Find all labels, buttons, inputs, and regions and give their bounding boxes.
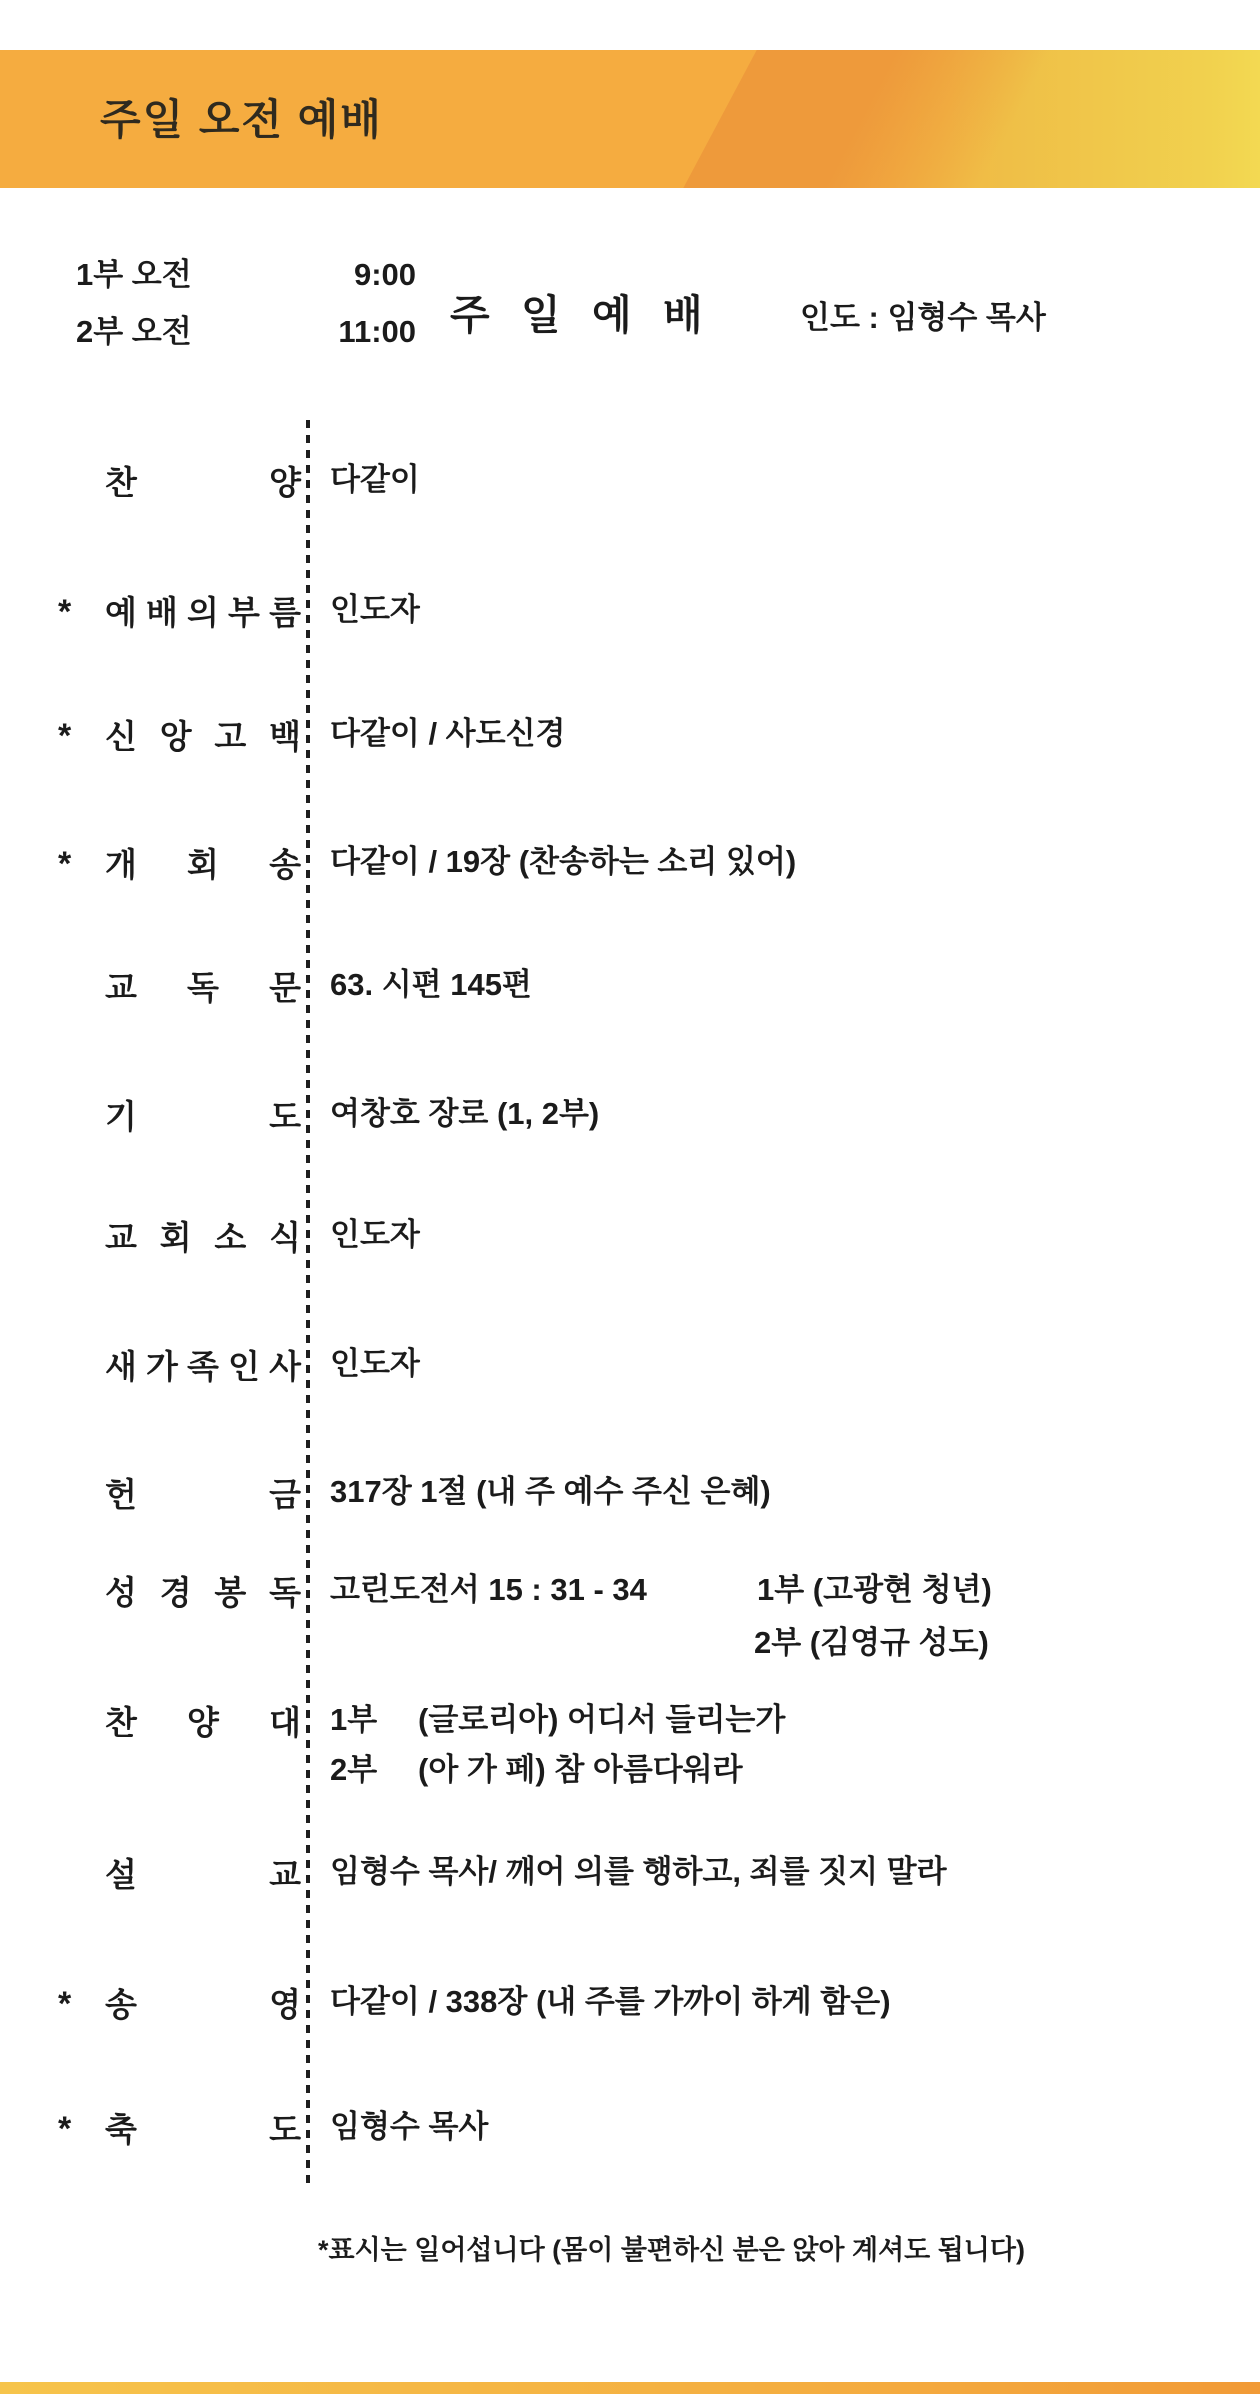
order-content-text: 임형수 목사/ [330,1854,506,1889]
order-label-char: 기 [105,1097,137,1135]
order-label-char: 의 [187,593,219,631]
order-label-char: 새 [105,1347,137,1385]
order-label [105,1698,301,1742]
order-content-text: 인도자 [330,1346,420,1381]
page-title: 주일 오전 예배 [100,96,383,143]
order-content-line [330,712,1260,756]
order-label-char: 영 [269,1985,301,2023]
order-content-text: 317장 1절 (내 주 예수 주신 은혜) [330,1474,771,1509]
order-content-line [330,1568,1260,1612]
order-divider-dotted-line [306,420,310,2185]
service-time-row-1 [76,255,416,312]
banner-diagonal-accent [677,50,1073,188]
order-label [105,1568,301,1612]
order-row [0,1568,1260,1660]
order-label-char: 개 [105,845,137,883]
order-content-text: 인도자 [330,592,420,627]
worship-leader: 인도 : 임형수 목사 [800,300,1046,335]
order-label [105,840,301,884]
order-label [105,458,301,502]
order-row [0,1342,1260,1386]
order-row [0,712,1260,756]
order-label-char: 송 [269,845,301,883]
order-label-char: 식 [269,1218,301,1256]
order-content-text: 여창호 장로 (1, 2부) [330,1096,600,1131]
standing-asterisk: * [58,717,72,755]
order-content-line [330,963,1260,1007]
order-label-char: 예 [105,593,137,631]
order-content-line [330,2105,1260,2149]
order-label [105,588,301,632]
service-time-label: 2부 오전 [76,314,192,349]
order-label-char: 도 [269,2110,301,2148]
order-content-text: 임형수 목사 [330,2109,489,2144]
order-label-char: 헌 [105,1475,137,1513]
order-label-char: 신 [105,717,137,755]
order-content-text: 63. 시편 145편 [330,967,532,1002]
standing-asterisk: * [58,2110,72,2148]
order-content-text: 고린도전서 15 : 31 - 34 [330,1572,647,1607]
order-content-text: 깨어 의를 행하고, 죄를 짓지 말라 [505,1854,947,1889]
order-label-char: 송 [105,1985,137,2023]
order-content-text: 1부 [330,1702,378,1737]
order-label-char: 름 [269,593,301,631]
order-content-line [330,1621,1260,1665]
order-label [105,1850,301,1894]
order-row [0,1470,1260,1514]
order-label-char: 양 [187,1703,219,1741]
order-row [0,1698,1260,1787]
order-label-char: 성 [105,1573,137,1611]
order-row [0,1850,1260,1894]
order-label-char: 찬 [105,463,137,501]
order-row [0,458,1260,502]
order-content-line [330,1980,1260,2024]
order-content-text: 인도자 [330,1217,420,1252]
order-label [105,1980,301,2024]
order-content-line [330,1092,1260,1136]
order-content-line [330,458,1260,502]
order-content-line [330,1470,1260,1514]
order-label-char: 회 [159,1218,192,1256]
order-label-char: 독 [269,1573,301,1611]
order-label-char: 독 [187,968,219,1006]
order-content-text: 다같이 [330,462,420,497]
order-content-line [330,840,1260,884]
order-content-line [330,588,1260,632]
order-row [0,840,1260,884]
order-label-char: 축 [105,2110,137,2148]
order-label-char: 배 [146,593,178,631]
order-label-char: 부 [228,593,260,631]
order-content-text: 2부 [330,1752,378,1787]
service-times [76,255,416,369]
order-content-text: (아 가 페) 참 아름다워라 [418,1752,743,1787]
order-label-char: 문 [269,968,301,1006]
order-label-char: 설 [105,1855,137,1893]
order-label [105,963,301,1007]
order-label-char: 회 [187,845,219,883]
order-row [0,1213,1260,1257]
order-label [105,712,301,756]
order-label-char: 소 [214,1218,247,1256]
order-content-text: 2부 (김영규 성도) [754,1625,989,1660]
order-content-line [330,1850,1260,1894]
order-content-text: 다같이 / 19장 (찬송하는 소리 있어) [330,844,797,879]
service-time-value: 9:00 [353,257,416,292]
bottom-accent-bar [0,2382,1260,2394]
order-content-text: 다같이 / 사도신경 [330,716,566,751]
standing-asterisk: * [58,1985,72,2023]
order-label-char: 교 [269,1855,301,1893]
standing-footnote: *표시는 일어섭니다 (몸이 불편하신 분은 앉아 계셔도 됩니다) [318,2235,1025,2265]
order-label-char: 가 [146,1347,178,1385]
order-label-char: 인 [228,1347,260,1385]
service-time-row-2 [76,312,416,369]
order-label [105,2105,301,2149]
order-label-char: 교 [105,968,137,1006]
order-label-char: 양 [269,463,301,501]
order-content-text: 다같이 / 338장 (내 주를 가까이 하게 함은) [330,1984,891,2019]
order-label [105,1092,301,1136]
order-row [0,1092,1260,1136]
standing-asterisk: * [58,845,72,883]
order-label [105,1213,301,1257]
order-label-char: 사 [269,1347,301,1385]
order-content-text: (글로리아) 어디서 들리는가 [418,1702,786,1737]
order-label-char: 족 [187,1347,219,1385]
order-row [0,963,1260,1007]
order-content-line [330,1748,1260,1792]
order-row [0,1980,1260,2024]
order-row [0,588,1260,632]
order-content-line [330,1342,1260,1386]
order-row [0,2105,1260,2149]
order-label-char: 찬 [105,1703,137,1741]
order-label [105,1470,301,1514]
order-label-char: 경 [159,1573,192,1611]
order-label-char: 고 [214,717,247,755]
order-label-char: 교 [105,1218,137,1256]
order-label [105,1342,301,1386]
order-label-char: 도 [269,1097,301,1135]
worship-title: 주 일 예 배 [450,292,713,338]
order-content-line [330,1213,1260,1257]
service-time-label: 1부 오전 [76,257,192,292]
order-content-text: 1부 (고광현 청년) [757,1572,992,1607]
order-label-char: 봉 [214,1573,247,1611]
standing-asterisk: * [58,593,72,631]
order-label-char: 앙 [159,717,192,755]
order-label-char: 대 [269,1703,301,1741]
service-time-value: 11:00 [338,314,416,349]
header-banner [0,50,1260,188]
order-label-char: 백 [269,717,301,755]
order-label-char: 금 [269,1475,301,1513]
order-content-line [330,1698,1260,1742]
